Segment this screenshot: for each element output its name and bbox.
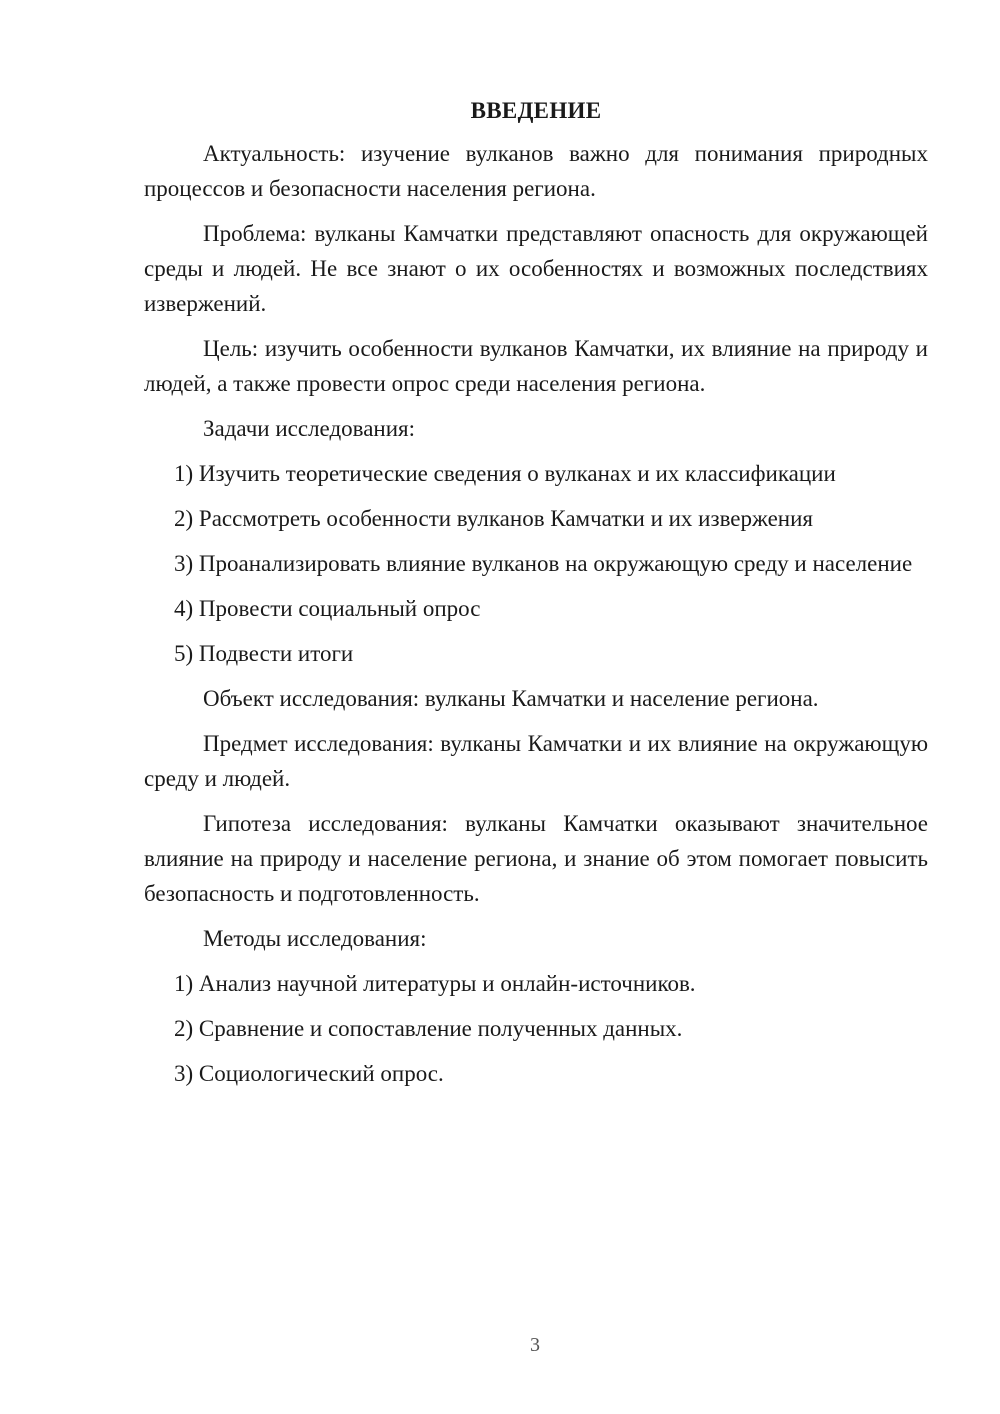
- method-item: 3) Социологический опрос.: [174, 1061, 444, 1086]
- method-item: 1) Анализ научной литературы и онлайн-источников.: [174, 971, 696, 996]
- tasks-title: Задачи исследования:: [203, 416, 416, 441]
- method-item: 2) Сравнение и сопоставление полученных данных.: [174, 1016, 683, 1041]
- subject-paragraph: Предмет исследования: вулканы Камчатки и их влияние на окружающую среду и людей.: [144, 731, 928, 791]
- tasks-list: [144, 456, 928, 671]
- task-item: 2) Рассмотреть особенности вулканов Камчатки и их извержения: [174, 506, 814, 531]
- section-heading: ВВЕДЕНИЕ: [470, 98, 602, 123]
- task-item: 1) Изучить теоретические сведения о вулканах и их классификации: [174, 461, 836, 486]
- task-item: 3) Проанализировать влияние вулканов на окружающую среду и население: [174, 551, 913, 576]
- hypothesis-paragraph: Гипотеза исследования: вулканы Камчатки оказывают значительное влияние на природу и население региона, и знание об этом помогает повысить безопасность и подготовленность.: [144, 811, 928, 906]
- goal-paragraph: Цель: изучить особенности вулканов Камчатки, их влияние на природу и людей, а также провести опрос среди населения региона.: [144, 336, 928, 396]
- task-item: 4) Провести социальный опрос: [174, 596, 481, 621]
- methods-list: [144, 966, 928, 1091]
- object-paragraph: Объект исследования: вулканы Камчатки и население региона.: [203, 686, 819, 711]
- relevance-paragraph: Актуальность: изучение вулканов важно для понимания природных процессов и безопасности населения региона.: [144, 141, 928, 201]
- document-page: [144, 96, 928, 1101]
- problem-paragraph: Проблема: вулканы Камчатки представляют опасность для окружающей среды и людей. Не все знают о их особенностях и возможных последствиях извержений.: [144, 221, 928, 316]
- task-item: 5) Подвести итоги: [174, 641, 354, 666]
- methods-title: Методы исследования:: [203, 926, 427, 951]
- page-number: 3: [530, 1334, 540, 1356]
